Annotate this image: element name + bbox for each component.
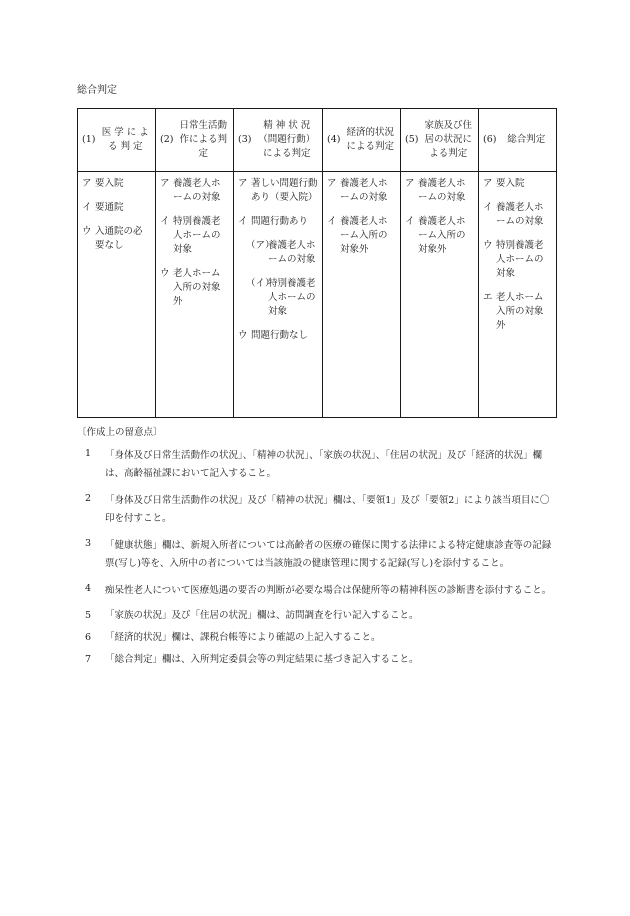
note-number: 7 bbox=[85, 654, 92, 665]
list-item bbox=[160, 267, 229, 309]
item-marker: ア bbox=[483, 178, 493, 189]
note-item bbox=[77, 537, 557, 573]
item-text: 特別養護老人ホームの対象 bbox=[173, 216, 221, 255]
item-marker: エ bbox=[483, 292, 493, 303]
item-text: 問題行動なし bbox=[251, 330, 309, 341]
note-item bbox=[77, 653, 557, 666]
list-item bbox=[238, 177, 318, 205]
list-item bbox=[82, 225, 151, 253]
item-text: 入通院の必要なし bbox=[95, 226, 143, 251]
note-number: 6 bbox=[85, 632, 92, 643]
sub-list-item bbox=[246, 277, 318, 319]
judgement-cell-4 bbox=[323, 172, 401, 418]
list-item bbox=[327, 177, 396, 205]
item-marker: ア bbox=[327, 178, 337, 189]
item-marker: （ア） bbox=[246, 240, 275, 251]
item-marker: ア bbox=[160, 178, 170, 189]
note-number: 3 bbox=[85, 538, 92, 549]
list-item bbox=[405, 215, 474, 257]
item-marker: ア bbox=[405, 178, 415, 189]
column-title: 家族及び住居の状況による判定 bbox=[424, 120, 472, 159]
note-number: 1 bbox=[85, 448, 92, 459]
item-text: 老人ホーム入所の対象外 bbox=[173, 268, 221, 307]
item-text: 養護老人ホーム入所の対象外 bbox=[340, 216, 388, 255]
item-text: 養護老人ホームの対象 bbox=[496, 202, 544, 227]
item-text: 養護老人ホームの対象 bbox=[268, 240, 316, 265]
item-text: 著しい問題行動あり（要入院） bbox=[251, 178, 318, 203]
column-title: 日常生活動作による判定 bbox=[179, 120, 227, 159]
column-number: (6) bbox=[483, 134, 497, 145]
item-text: 特別養護老人ホームの対象 bbox=[496, 240, 544, 279]
column-number: (5) bbox=[405, 134, 419, 145]
item-text: 養護老人ホームの対象 bbox=[418, 178, 466, 203]
note-number: 5 bbox=[85, 610, 92, 621]
judgement-cell-1 bbox=[78, 172, 156, 418]
judgement-table bbox=[77, 108, 557, 418]
note-text: 「家族の状況」及び「住居の状況」欄は、訪問調査を行い記入すること。 bbox=[105, 610, 419, 621]
note-text: 痴呆性老人について医療処遇の要否の判断が必要な場合は保健所等の精神科医の診断書を添付すること。 bbox=[105, 585, 552, 596]
item-text: 要通院 bbox=[95, 202, 124, 213]
item-marker: ウ bbox=[160, 268, 170, 279]
item-text: 問題行動あり bbox=[251, 216, 309, 227]
note-number: 2 bbox=[85, 493, 92, 504]
item-text: 養護老人ホーム入所の対象外 bbox=[418, 216, 466, 255]
list-item bbox=[327, 215, 396, 257]
column-number: (4) bbox=[327, 134, 341, 145]
note-item bbox=[77, 447, 557, 483]
item-text: 要入院 bbox=[496, 178, 525, 189]
note-item bbox=[77, 631, 557, 644]
column-title: 精 神 状 況（問題行動）による判定 bbox=[258, 120, 316, 159]
note-number: 4 bbox=[85, 583, 92, 594]
item-marker: ウ bbox=[483, 240, 493, 251]
item-marker: イ bbox=[82, 202, 92, 213]
list-item bbox=[483, 177, 552, 191]
list-item bbox=[483, 291, 552, 333]
list-item bbox=[82, 201, 151, 215]
column-title: 経済的状況による判定 bbox=[346, 127, 394, 152]
item-text: 養護老人ホームの対象 bbox=[173, 178, 221, 203]
list-item bbox=[82, 177, 151, 191]
column-header-2 bbox=[156, 109, 234, 172]
note-item bbox=[77, 492, 557, 528]
item-marker: ア bbox=[82, 178, 92, 189]
note-text: 「経済的状況」欄は、課税台帳等により確認の上記入すること。 bbox=[105, 632, 381, 643]
item-marker: イ bbox=[405, 216, 415, 227]
judgement-cell-6 bbox=[479, 172, 557, 418]
notes-list bbox=[77, 447, 557, 666]
column-header-4 bbox=[323, 109, 401, 172]
item-marker: イ bbox=[483, 202, 493, 213]
item-marker: （イ） bbox=[246, 278, 275, 289]
table-row bbox=[78, 172, 557, 418]
item-text: 要入院 bbox=[95, 178, 124, 189]
judgement-cell-3 bbox=[234, 172, 323, 418]
item-marker: イ bbox=[238, 216, 248, 227]
page-title: 総合判定 bbox=[77, 85, 117, 96]
item-text: 養護老人ホームの対象 bbox=[340, 178, 388, 203]
list-item bbox=[238, 215, 318, 229]
column-header-3 bbox=[234, 109, 323, 172]
notes-title: 〔作成上の留意点〕 bbox=[77, 427, 163, 438]
list-item bbox=[483, 239, 552, 281]
column-number: (2) bbox=[160, 134, 174, 145]
item-marker: イ bbox=[160, 216, 170, 227]
table-header-row bbox=[78, 109, 557, 172]
column-number: (1) bbox=[82, 134, 96, 145]
column-title: 医 学 に よ る 判 定 bbox=[101, 127, 149, 152]
column-header-6 bbox=[479, 109, 557, 172]
note-item bbox=[77, 609, 557, 622]
sub-list-item bbox=[246, 239, 318, 267]
list-item bbox=[483, 201, 552, 229]
note-text: 「健康状態」欄は、新規入所者については高齢者の医療の確保に関する法律による特定健康診査等の記録票(写し)等を、入所中の者については当該施設の健康管理に関する記録(写し)を添付すること。 bbox=[105, 540, 552, 569]
notes-section bbox=[77, 426, 557, 675]
list-item bbox=[160, 215, 229, 257]
item-marker: ウ bbox=[238, 330, 248, 341]
list-item bbox=[160, 177, 229, 205]
column-number: (3) bbox=[238, 134, 252, 145]
judgement-cell-2 bbox=[156, 172, 234, 418]
note-text: 「身体及び日常生活動作の状況」及び「精神の状況」欄は、「要領1」及び「要領2」により該当項目に〇印を付すこと。 bbox=[105, 495, 550, 524]
list-item bbox=[405, 177, 474, 205]
column-header-5 bbox=[401, 109, 479, 172]
item-text: 老人ホーム入所の対象外 bbox=[496, 292, 544, 331]
column-title: 総合判定 bbox=[507, 134, 546, 145]
judgement-cell-5 bbox=[401, 172, 479, 418]
note-text: 「総合判定」欄は、入所判定委員会等の判定結果に基づき記入すること。 bbox=[105, 654, 419, 665]
note-text: 「身体及び日常生活動作の状況」、「精神の状況」、「家族の状況」、「住居の状況」及び「経済的状況」欄は、高齢福祉課において記入すること。 bbox=[105, 450, 543, 479]
item-marker: イ bbox=[327, 216, 337, 227]
list-item bbox=[238, 329, 318, 343]
item-marker: ウ bbox=[82, 226, 92, 237]
note-item bbox=[77, 582, 557, 600]
item-text: 特別養護老人ホームの対象 bbox=[268, 278, 316, 317]
item-marker: ア bbox=[238, 178, 248, 189]
column-header-1 bbox=[78, 109, 156, 172]
